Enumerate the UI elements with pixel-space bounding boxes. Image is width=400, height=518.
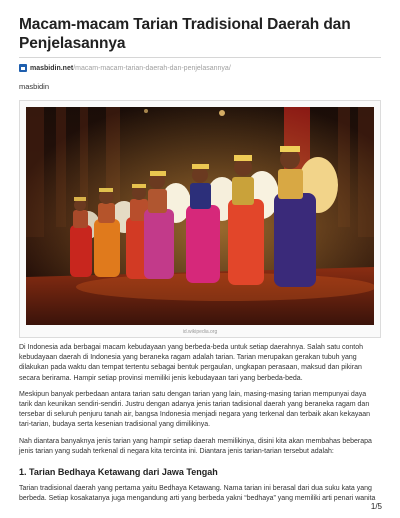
paragraph-intro: Di Indonesia ada berbagai macam kebudayaan yang berbeda-beda untuk setiap daerahnya. Salah satu contoh kebudayaan daerah di Indonesia yang beraneka ragam adalah tarian. Tarian merupakan gerakan tubuh yang dilakukan pada waktu dan tempat tertentu sebagai bentuk pergaulan, ungkapan perasaan, maksud dan pikiran secara berirama. Hampir setiap provinsi memiliki jenis kebudayaan tari yang berbeda-beda.	[19, 344, 364, 382]
article-title: Macam-macam Tarian Tradisional Daerah dan Penjelasannya	[19, 16, 351, 52]
author-name: masbidin	[19, 82, 50, 91]
article-figure	[19, 100, 381, 338]
document-page	[19, 15, 381, 511]
dance-photo	[26, 107, 374, 325]
page-number: 1/5	[370, 502, 382, 511]
paragraph-diversity: Meskipun banyak perbedaan antara tarian satu dengan tarian yang lain, masing-masing tarian mempunyai daya tarik dan keunikan sendiri-sendiri. Justru dengan adanya jenis tarian tadisional daerah yang beraneka ragam dan tersebar di seluruh penjuru tanah air, bangsa Indonesia menjadi negara yang terkenal dan terbaik akan kekayaan tari-tarian, budaya serta kesenian tradisional yang dimilikinya.	[19, 390, 371, 429]
site-name[interactable]: masbidin.net	[30, 64, 74, 72]
source-line	[19, 63, 381, 73]
image-caption: id.wikipedia.org	[182, 329, 218, 335]
article-body	[19, 343, 381, 505]
site-path[interactable]: /macam-macam-tarian-daerah-dan-penjelasannya/	[73, 64, 231, 72]
paragraph-overview: Nah diantara banyaknya jenis tarian yang hampir setiap daerah memilikinya, disini kita akan membahas beberapa jenis tarian yang sudah terkenal di negara kita tercinta ini. Diantara jenis tarian-tarian tersebut adalah:	[19, 437, 372, 455]
section-heading: 1. Tarian Bedhaya Ketawang dari Jawa Tengah	[19, 467, 218, 478]
paragraph-bedhaya: Tarian tradisional daerah yang pertama yaitu Bedhaya Ketawang. Nama tarian ini berasal dari dua suku kata yang berbeda. Setiap kosakatanya juga mengandung arti yang berbeda yakni “bedhaya” yang memiliki arti penari wanita	[19, 485, 376, 503]
site-favicon-icon	[19, 64, 27, 72]
title-divider	[19, 57, 381, 58]
